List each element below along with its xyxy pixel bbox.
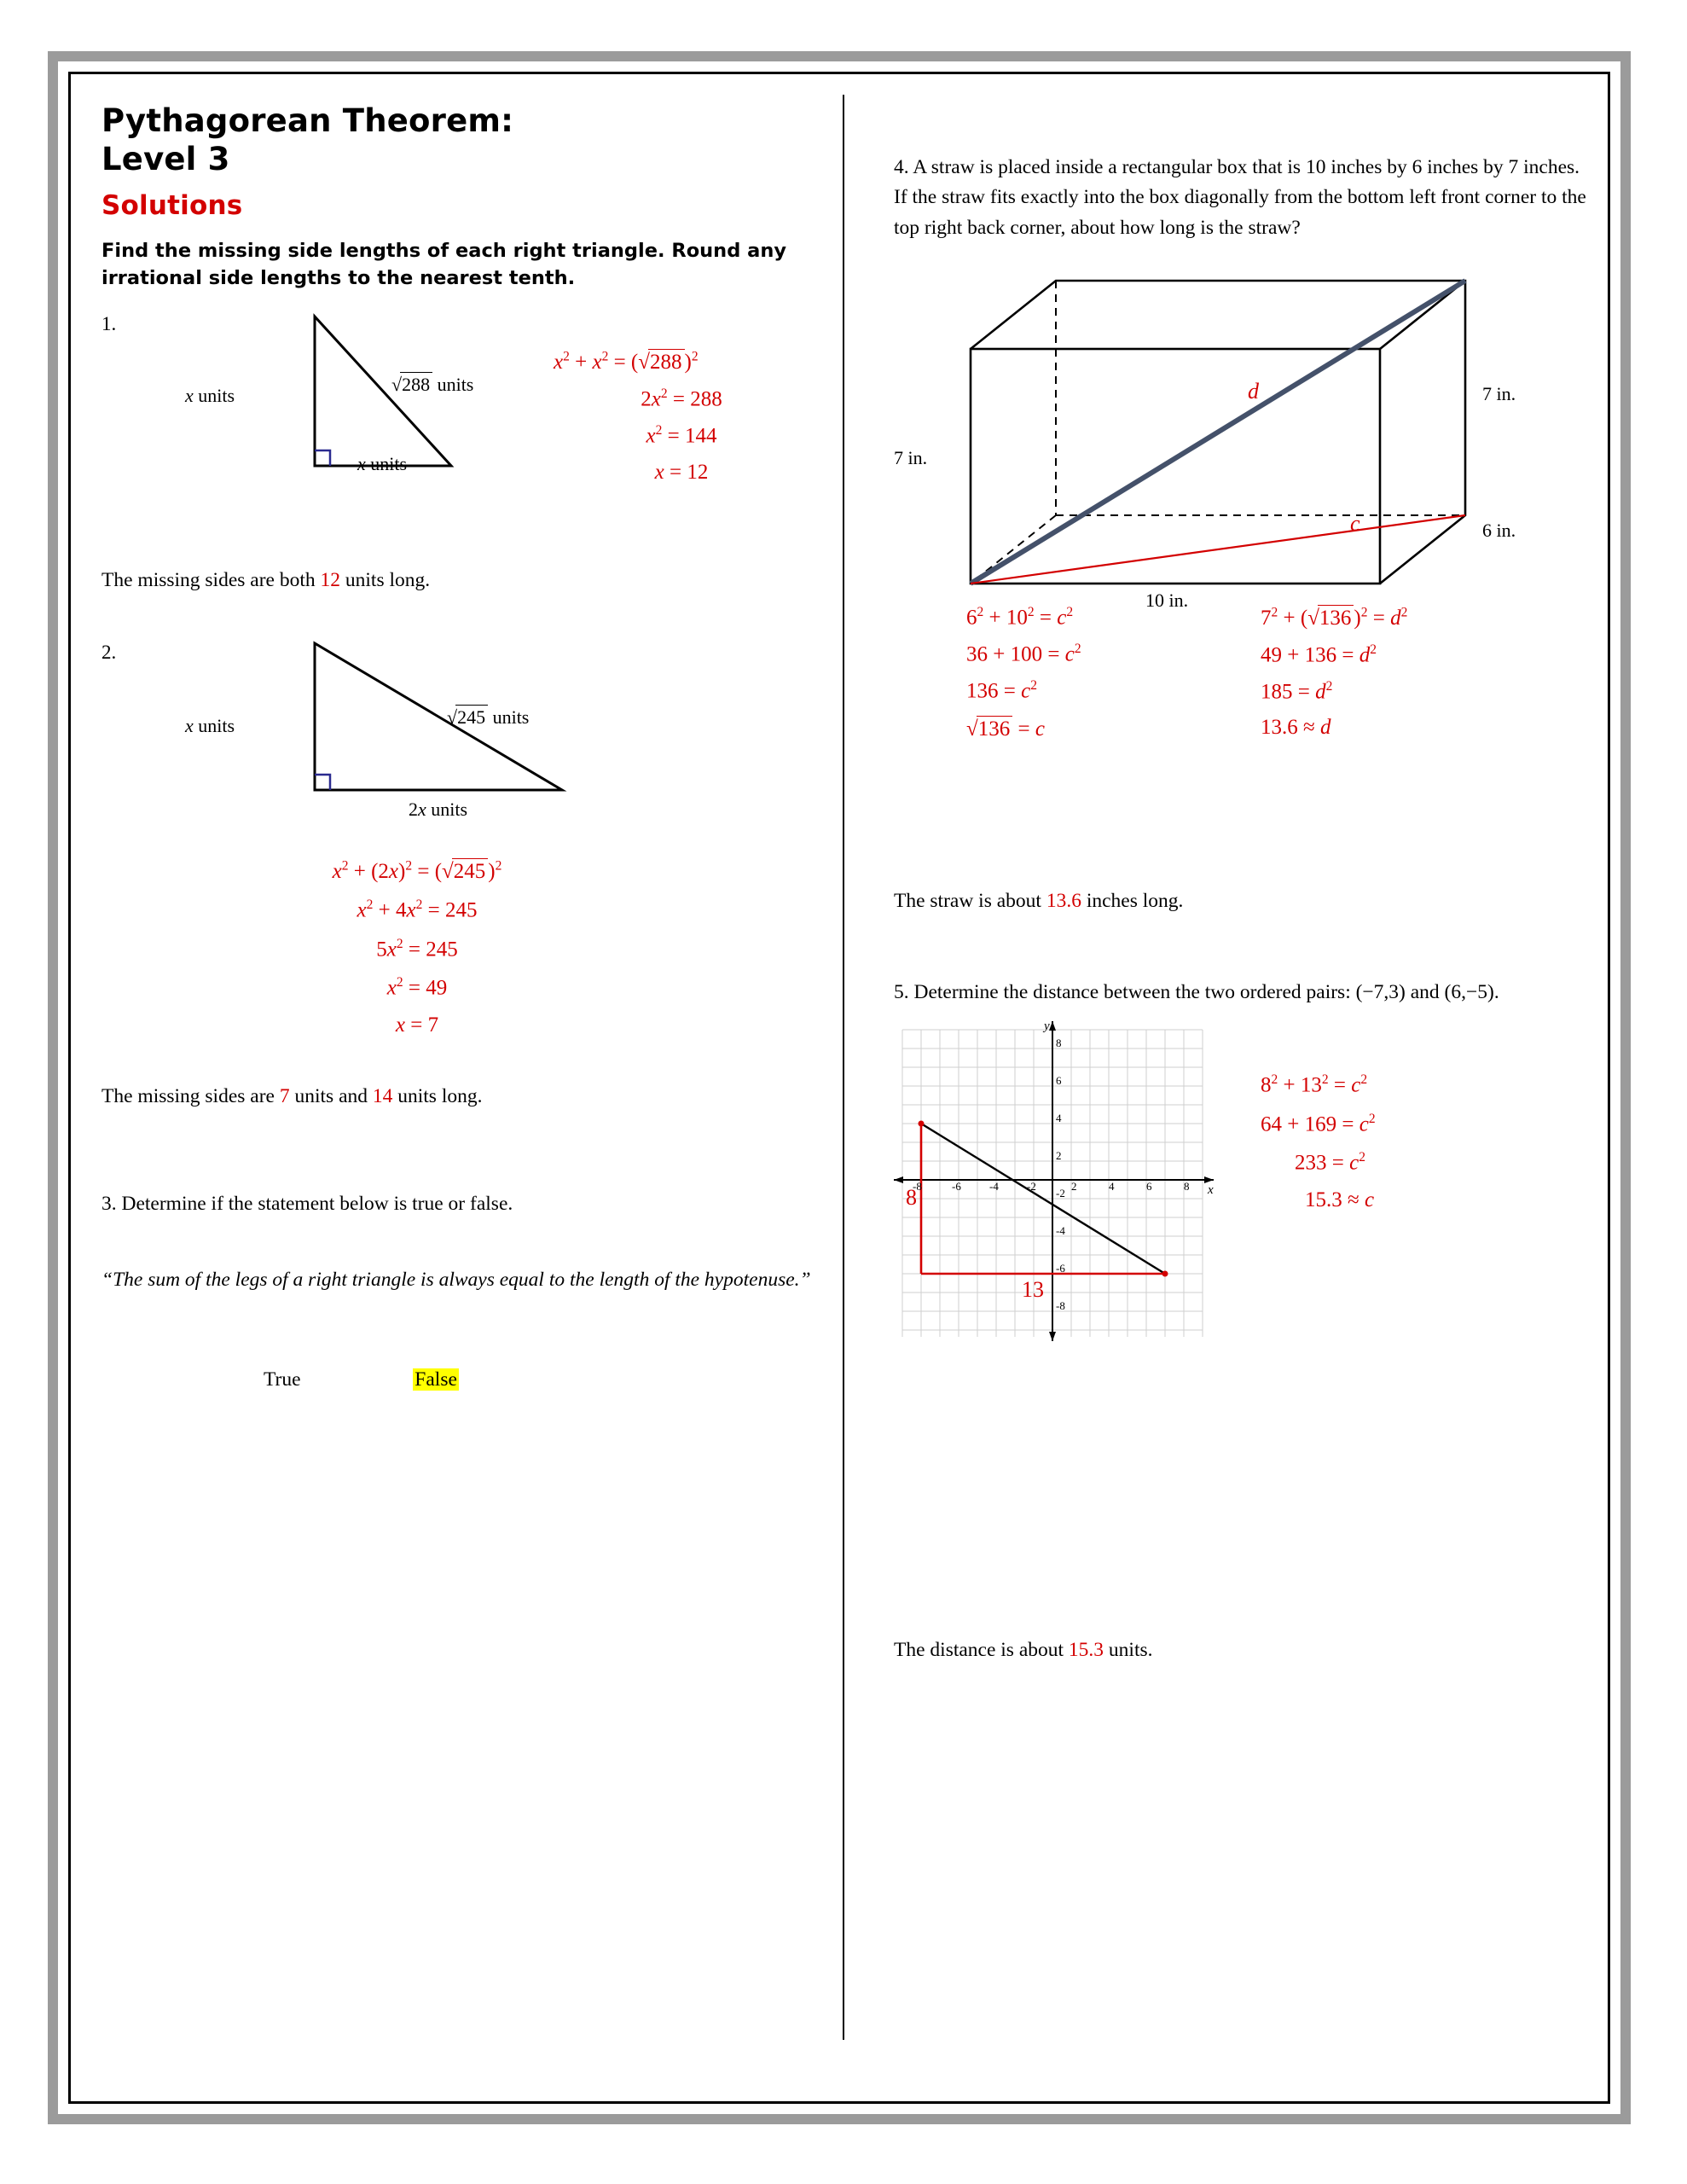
y-tick-8: 8 [1056, 1037, 1062, 1050]
page-title [101, 102, 818, 178]
p4-left-line-4: √136 = c [966, 717, 1045, 741]
option-true[interactable]: True [264, 1368, 301, 1391]
x-tick-2: 2 [1071, 1180, 1077, 1194]
p4-left-line-2: $36 + 100 = c^2$ [966, 642, 1081, 666]
problem-2-hypotenuse-label: √245 units [447, 706, 530, 729]
problem-4-work-right [1261, 605, 1407, 741]
problem-4-work-left [966, 605, 1081, 741]
problem-1-work-line-1: $x^2 + x^2 = (√288$ )$^2$ [554, 349, 699, 375]
problem-2-bottom-label: 2x units [409, 799, 468, 821]
problem-2-work-line-3: $5x^2 = 245$ [376, 936, 458, 961]
y-tick--6: -6 [1056, 1262, 1065, 1275]
problem-4-answer: The straw is about 13.6 inches long. [894, 889, 1184, 912]
problem-3 [101, 1189, 818, 1392]
problem-2-number: 2. [101, 642, 117, 664]
problem-2-work-line-5: x = 7 [395, 1014, 439, 1037]
y-axis-label: y [1044, 1019, 1050, 1034]
problem-1-bottom-label: x units [357, 453, 408, 475]
option-false[interactable]: False [415, 1368, 457, 1391]
problem-2-answer: The missing sides are 7 units and 14 units long. [101, 1085, 483, 1108]
problem-1-left-label: x units [185, 385, 235, 407]
problem-2-work [101, 858, 818, 1037]
x-axis-label: x [1208, 1183, 1214, 1198]
problem-4-figure [894, 255, 1593, 613]
problem-1-work-line-3: $x^2 = 144$ [646, 423, 717, 448]
problem-1-work-line-2: $2x^2 = 288$ [641, 386, 722, 411]
y-tick-2: 2 [1056, 1149, 1062, 1163]
worksheet-content [71, 74, 1608, 2101]
instructions-text: Find the missing side lengths of each right triangle. Round any irrational side lengths to the nearest tenth. [101, 240, 787, 290]
page-frame [48, 51, 1631, 2124]
title-line-2: Level 3 [101, 141, 230, 178]
problem-1-answer: The missing sides are both 12 units long. [101, 569, 431, 592]
box-left-height-label: 7 in. [894, 446, 928, 468]
y-tick--4: -4 [1056, 1224, 1065, 1238]
diagonal-3d-label: d [1248, 378, 1259, 404]
page-border [68, 72, 1610, 2104]
problem-1-work-line-4: x = 12 [654, 460, 709, 484]
problem-2-work-line-1: $x^2 + (2x)^2 = (√245$ )$^2$ [332, 859, 502, 884]
problem-3-statement: “The sum of the legs of a right triangle is always equal to the length of the hypotenuse.” [101, 1268, 811, 1291]
y-tick-4: 4 [1056, 1112, 1062, 1125]
box-depth-label: 6 in. [1482, 519, 1516, 541]
y-tick--8: -8 [1056, 1299, 1065, 1313]
solutions-heading: Solutions [101, 190, 243, 222]
leg-vertical-label: 8 [906, 1185, 917, 1211]
x-tick--8: -8 [913, 1180, 922, 1194]
right-column [894, 153, 1593, 1666]
box-right-height-label: 7 in. [1482, 382, 1516, 404]
problem-1-triangle [178, 308, 519, 521]
p5-line-3: $233 = c^2$ [1295, 1149, 1365, 1175]
y-tick-6: 6 [1056, 1074, 1062, 1088]
left-column [101, 102, 818, 1391]
p5-line-4: 15.3 ≈ c [1305, 1188, 1375, 1212]
problem-2-left-label: x units [185, 715, 235, 737]
p4-right-line-2: $49 + 136 = d^2$ [1261, 642, 1377, 667]
problem-4-work [894, 605, 1593, 801]
x-tick--2: -2 [1027, 1180, 1036, 1194]
p4-left-line-3: $136 = c^2$ [966, 678, 1037, 703]
p4-right-line-3: $185 = d^2$ [1261, 679, 1333, 704]
problem-3-prompt: 3. Determine if the statement below is true or false. [101, 1192, 513, 1215]
title-line-1: Pythagorean Theorem: [101, 102, 514, 139]
leg-horizontal-label: 13 [1022, 1277, 1044, 1303]
problem-1 [101, 308, 818, 555]
problem-2-work-line-2: $x^2 + 4x^2 = 245$ [357, 897, 478, 922]
x-tick--6: -6 [952, 1180, 961, 1194]
problem-5-prompt: 5. Determine the distance between the two ordered pairs: (−7,3) and (6,−5). [894, 981, 1499, 1003]
problem-1-work [554, 349, 835, 485]
problem-4-prompt: 4. A straw is placed inside a rectangular box that is 10 inches by 6 inches by 7 inches. If the straw fits exactly into the box diagonally from the bottom left front corner to the top right back corner, about how long is the straw? [894, 156, 1586, 239]
problem-2-work-line-4: $x^2 = 49$ [386, 975, 448, 1000]
x-tick--4: -4 [989, 1180, 999, 1194]
problem-3-options [101, 1368, 818, 1391]
p4-right-line-4: 13.6 ≈ d [1261, 716, 1331, 740]
p5-line-1: $8^2 + 13^2 = c^2$ [1261, 1072, 1368, 1097]
problem-5-work [1261, 1072, 1376, 1212]
p4-left-line-1: $6^2 + 10^2 = c^2$ [966, 604, 1074, 630]
column-divider [843, 95, 844, 2040]
x-tick-6: 6 [1146, 1180, 1152, 1194]
problem-5-answer: The distance is about 15.3 units. [894, 1639, 1153, 1662]
box-width-label: 10 in. [1145, 589, 1189, 611]
y-tick--2: -2 [1056, 1187, 1065, 1200]
x-tick-8: 8 [1184, 1180, 1190, 1194]
p4-right-line-1: $7^2 + (√136$ )$^2 = d^2$ [1261, 605, 1408, 630]
problem-2 [101, 636, 818, 850]
rectangular-box-diagram [894, 255, 1576, 596]
problem-1-hypotenuse-label: √288 units [391, 374, 474, 396]
x-tick-4: 4 [1109, 1180, 1115, 1194]
diagonal-base-label: c [1350, 510, 1360, 536]
p5-line-2: $64 + 169 = c^2$ [1261, 1111, 1376, 1136]
problem-5-figure [894, 1021, 1593, 1362]
problem-1-number: 1. [101, 313, 117, 335]
